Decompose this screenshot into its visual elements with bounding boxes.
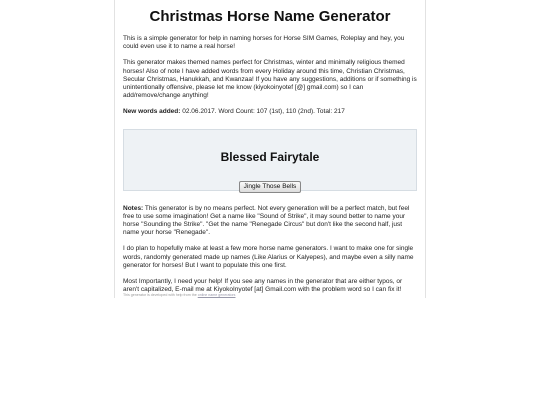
about-paragraph: This generator makes themed names perfect for Christmas, winter and minimally religious themed horses! Also of note I have added words from every Holiday around this time, Christian Christmas, Secular Christmas, Hanukkah, and Kwanzaa! If you have any suggestions, additions or if something is unintentionally offensive, please let me know (kiyokoinyotef [@] gmail.com) so I can add/remove/change anything! [123, 59, 417, 100]
notes-paragraph [123, 205, 417, 238]
notes-text: This generator is by no means perfect. Not every generation will be a perfect match, but feel free to use some imagination! Get a name like "Sound of Strike", it may sound better to name your horse "Sounding the Strike". "Get the name "Renegade Circus" but don't like the second half, just name your horse "Renegade". [123, 204, 410, 237]
generated-name: Blessed Fairytale [220, 149, 320, 164]
new-words-value: 02.06.2017. Word Count: 107 (1st), 110 (2nd). Total: 217 [180, 108, 345, 116]
generate-button[interactable]: Jingle Those Bells [239, 181, 302, 193]
notes-label: Notes: [123, 204, 144, 212]
page-title: Christmas Horse Name Generator [149, 8, 391, 25]
page-container [114, 0, 426, 298]
help-paragraph: Most Importantly, I need your help! If you see any names in the generator that are either typos, or aren't capitalized, E-mail me at KiyokoInyotef [at] Gmail.com with the problem word so I can fix it! [123, 278, 403, 294]
footer-credit [123, 293, 235, 297]
intro-paragraph: This is a simple generator for help in naming horses for Horse SIM Games, Roleplay and hey, you could even use it to name a real horse! [123, 35, 405, 51]
new-words-label: New words added: [123, 108, 181, 116]
generator-box [123, 129, 417, 191]
footer-text: This generator is developed with help from the [123, 293, 198, 297]
plans-paragraph: I do plan to hopefully make at least a few more horse name generators. I want to make one for single words, randomly generated made up names (Like Alarius or Kalyepes), and maybe even a silly name generator for horses! But I want to populate this one first. [123, 245, 414, 269]
new-words-paragraph [123, 108, 417, 116]
footer-link[interactable]: online name generators [197, 293, 236, 297]
